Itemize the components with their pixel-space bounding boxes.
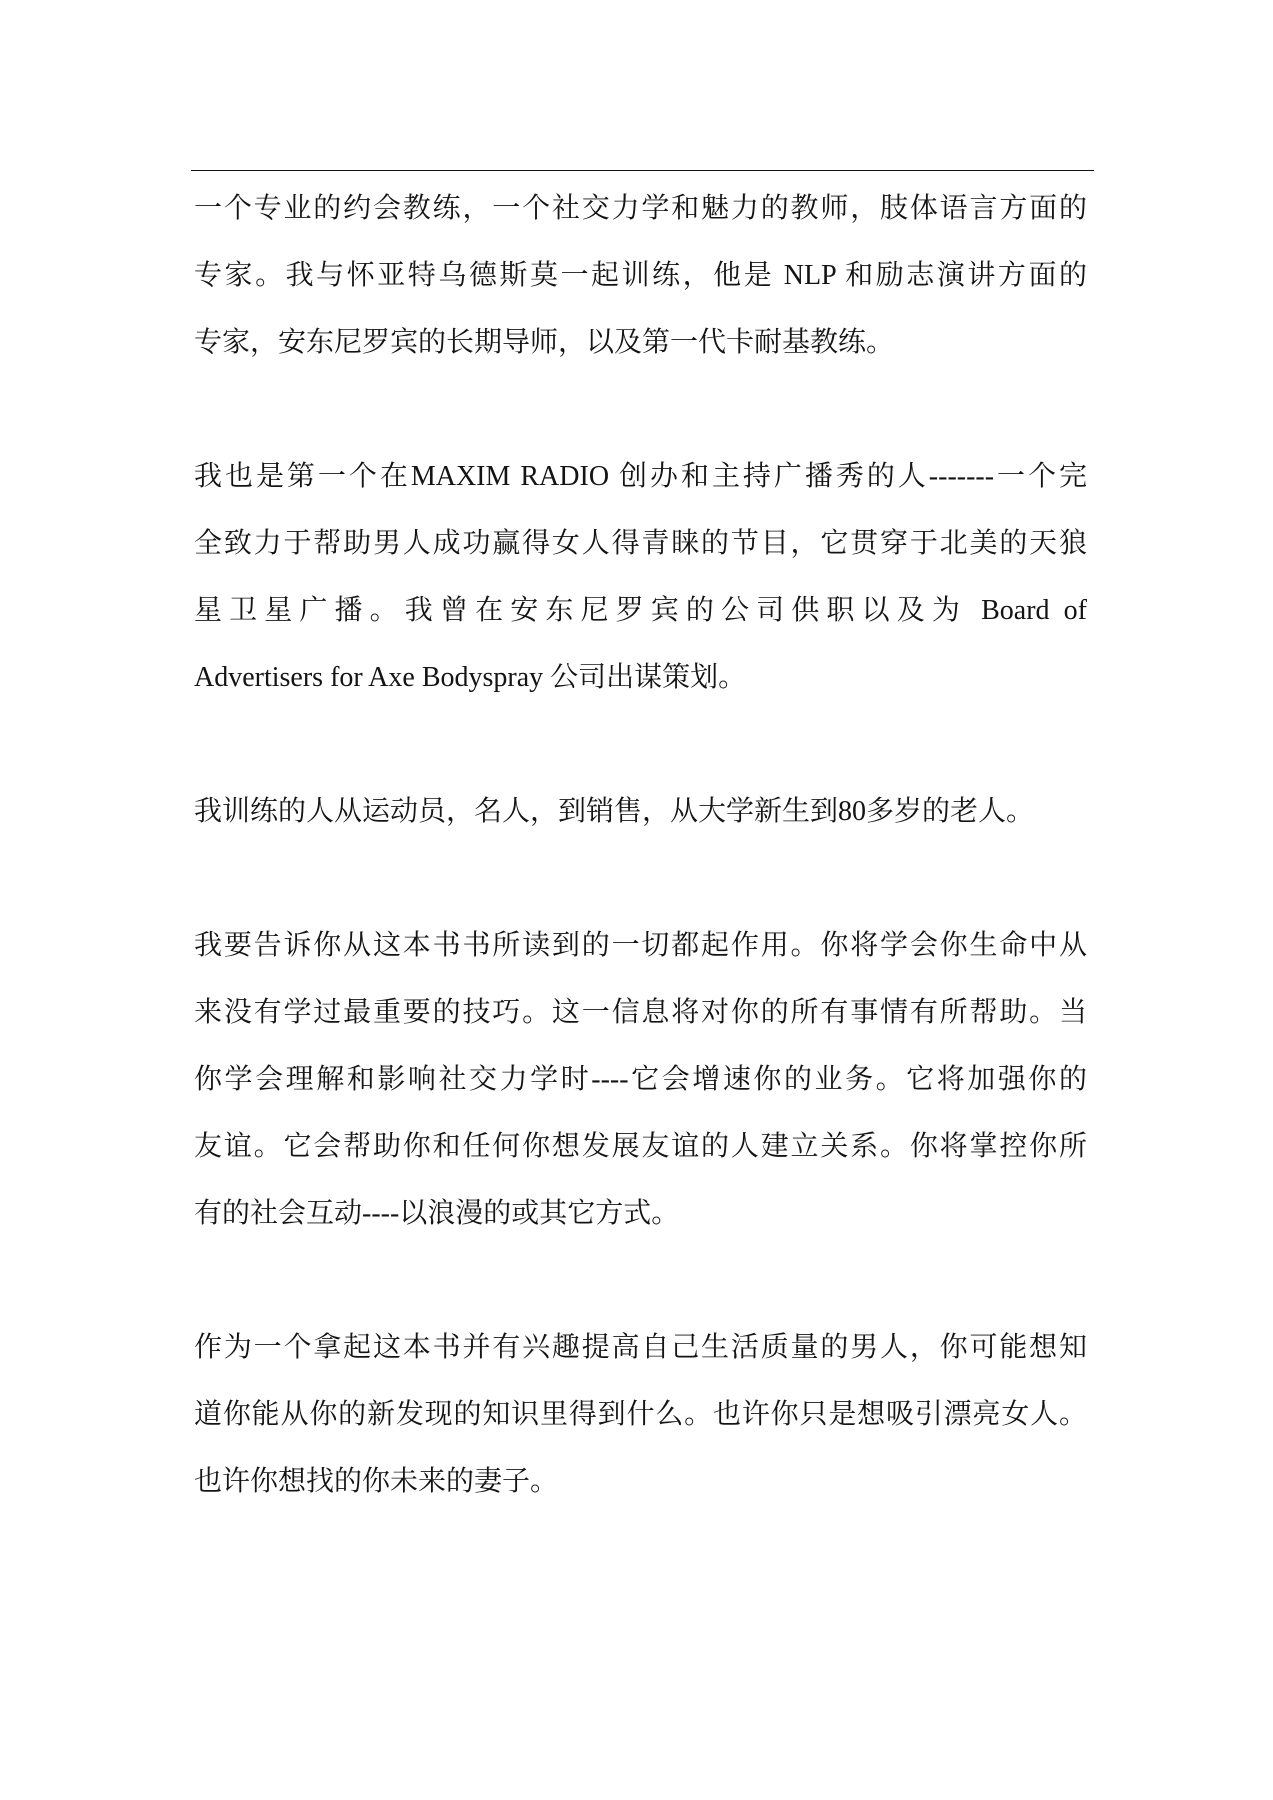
text-line: 专家。我与怀亚特乌德斯莫一起训练，他是 NLP 和励志演讲方面的 bbox=[194, 260, 1087, 291]
text-line: 专家，安东尼罗宾的长期导师，以及第一代卡耐基教练。 bbox=[194, 327, 895, 358]
paragraph bbox=[194, 1314, 1087, 1515]
text-line: 我也是第一个在MAXIM RADIO 创办和主持广播秀的人-------一个完 bbox=[194, 461, 1087, 492]
paragraph bbox=[194, 912, 1087, 1247]
paragraph bbox=[194, 443, 1087, 711]
paragraph bbox=[194, 778, 1087, 845]
text-line: 有的社会互动----以浪漫的或其它方式。 bbox=[194, 1198, 680, 1229]
text-line: 道你能从你的新发现的知识里得到什么。也许你只是想吸引漂亮女人。 bbox=[194, 1399, 1087, 1430]
text-line: 作为一个拿起这本书并有兴趣提高自己生活质量的男人，你可能想知 bbox=[194, 1332, 1087, 1363]
paragraph bbox=[194, 175, 1087, 376]
header-rule bbox=[191, 170, 1094, 171]
text-line: Advertisers for Axe Bodyspray 公司出谋策划。 bbox=[194, 662, 747, 693]
text-line: 你学会理解和影响社交力学时----它会增速你的业务。它将加强你的 bbox=[194, 1064, 1087, 1095]
text-line: 友谊。它会帮助你和任何你想发展友谊的人建立关系。你将掌控你所 bbox=[194, 1131, 1087, 1162]
text-line: 我训练的人从运动员，名人，到销售，从大学新生到80多岁的老人。 bbox=[194, 796, 1035, 827]
text-line: 全致力于帮助男人成功赢得女人得青睐的节目，它贯穿于北美的天狼 bbox=[194, 528, 1087, 559]
body-text bbox=[194, 175, 1087, 1582]
text-line: 也许你想找的你未来的妻子。 bbox=[194, 1466, 559, 1497]
text-line: 我要告诉你从这本书书所读到的一切都起作用。你将学会你生命中从 bbox=[194, 930, 1087, 961]
text-line: 星卫星广播。我曾在安东尼罗宾的公司供职以及为 Board of bbox=[194, 595, 1087, 626]
text-line: 一个专业的约会教练，一个社交力学和魅力的教师，肢体语言方面的 bbox=[194, 193, 1087, 224]
text-line: 来没有学过最重要的技巧。这一信息将对你的所有事情有所帮助。当 bbox=[194, 997, 1087, 1028]
